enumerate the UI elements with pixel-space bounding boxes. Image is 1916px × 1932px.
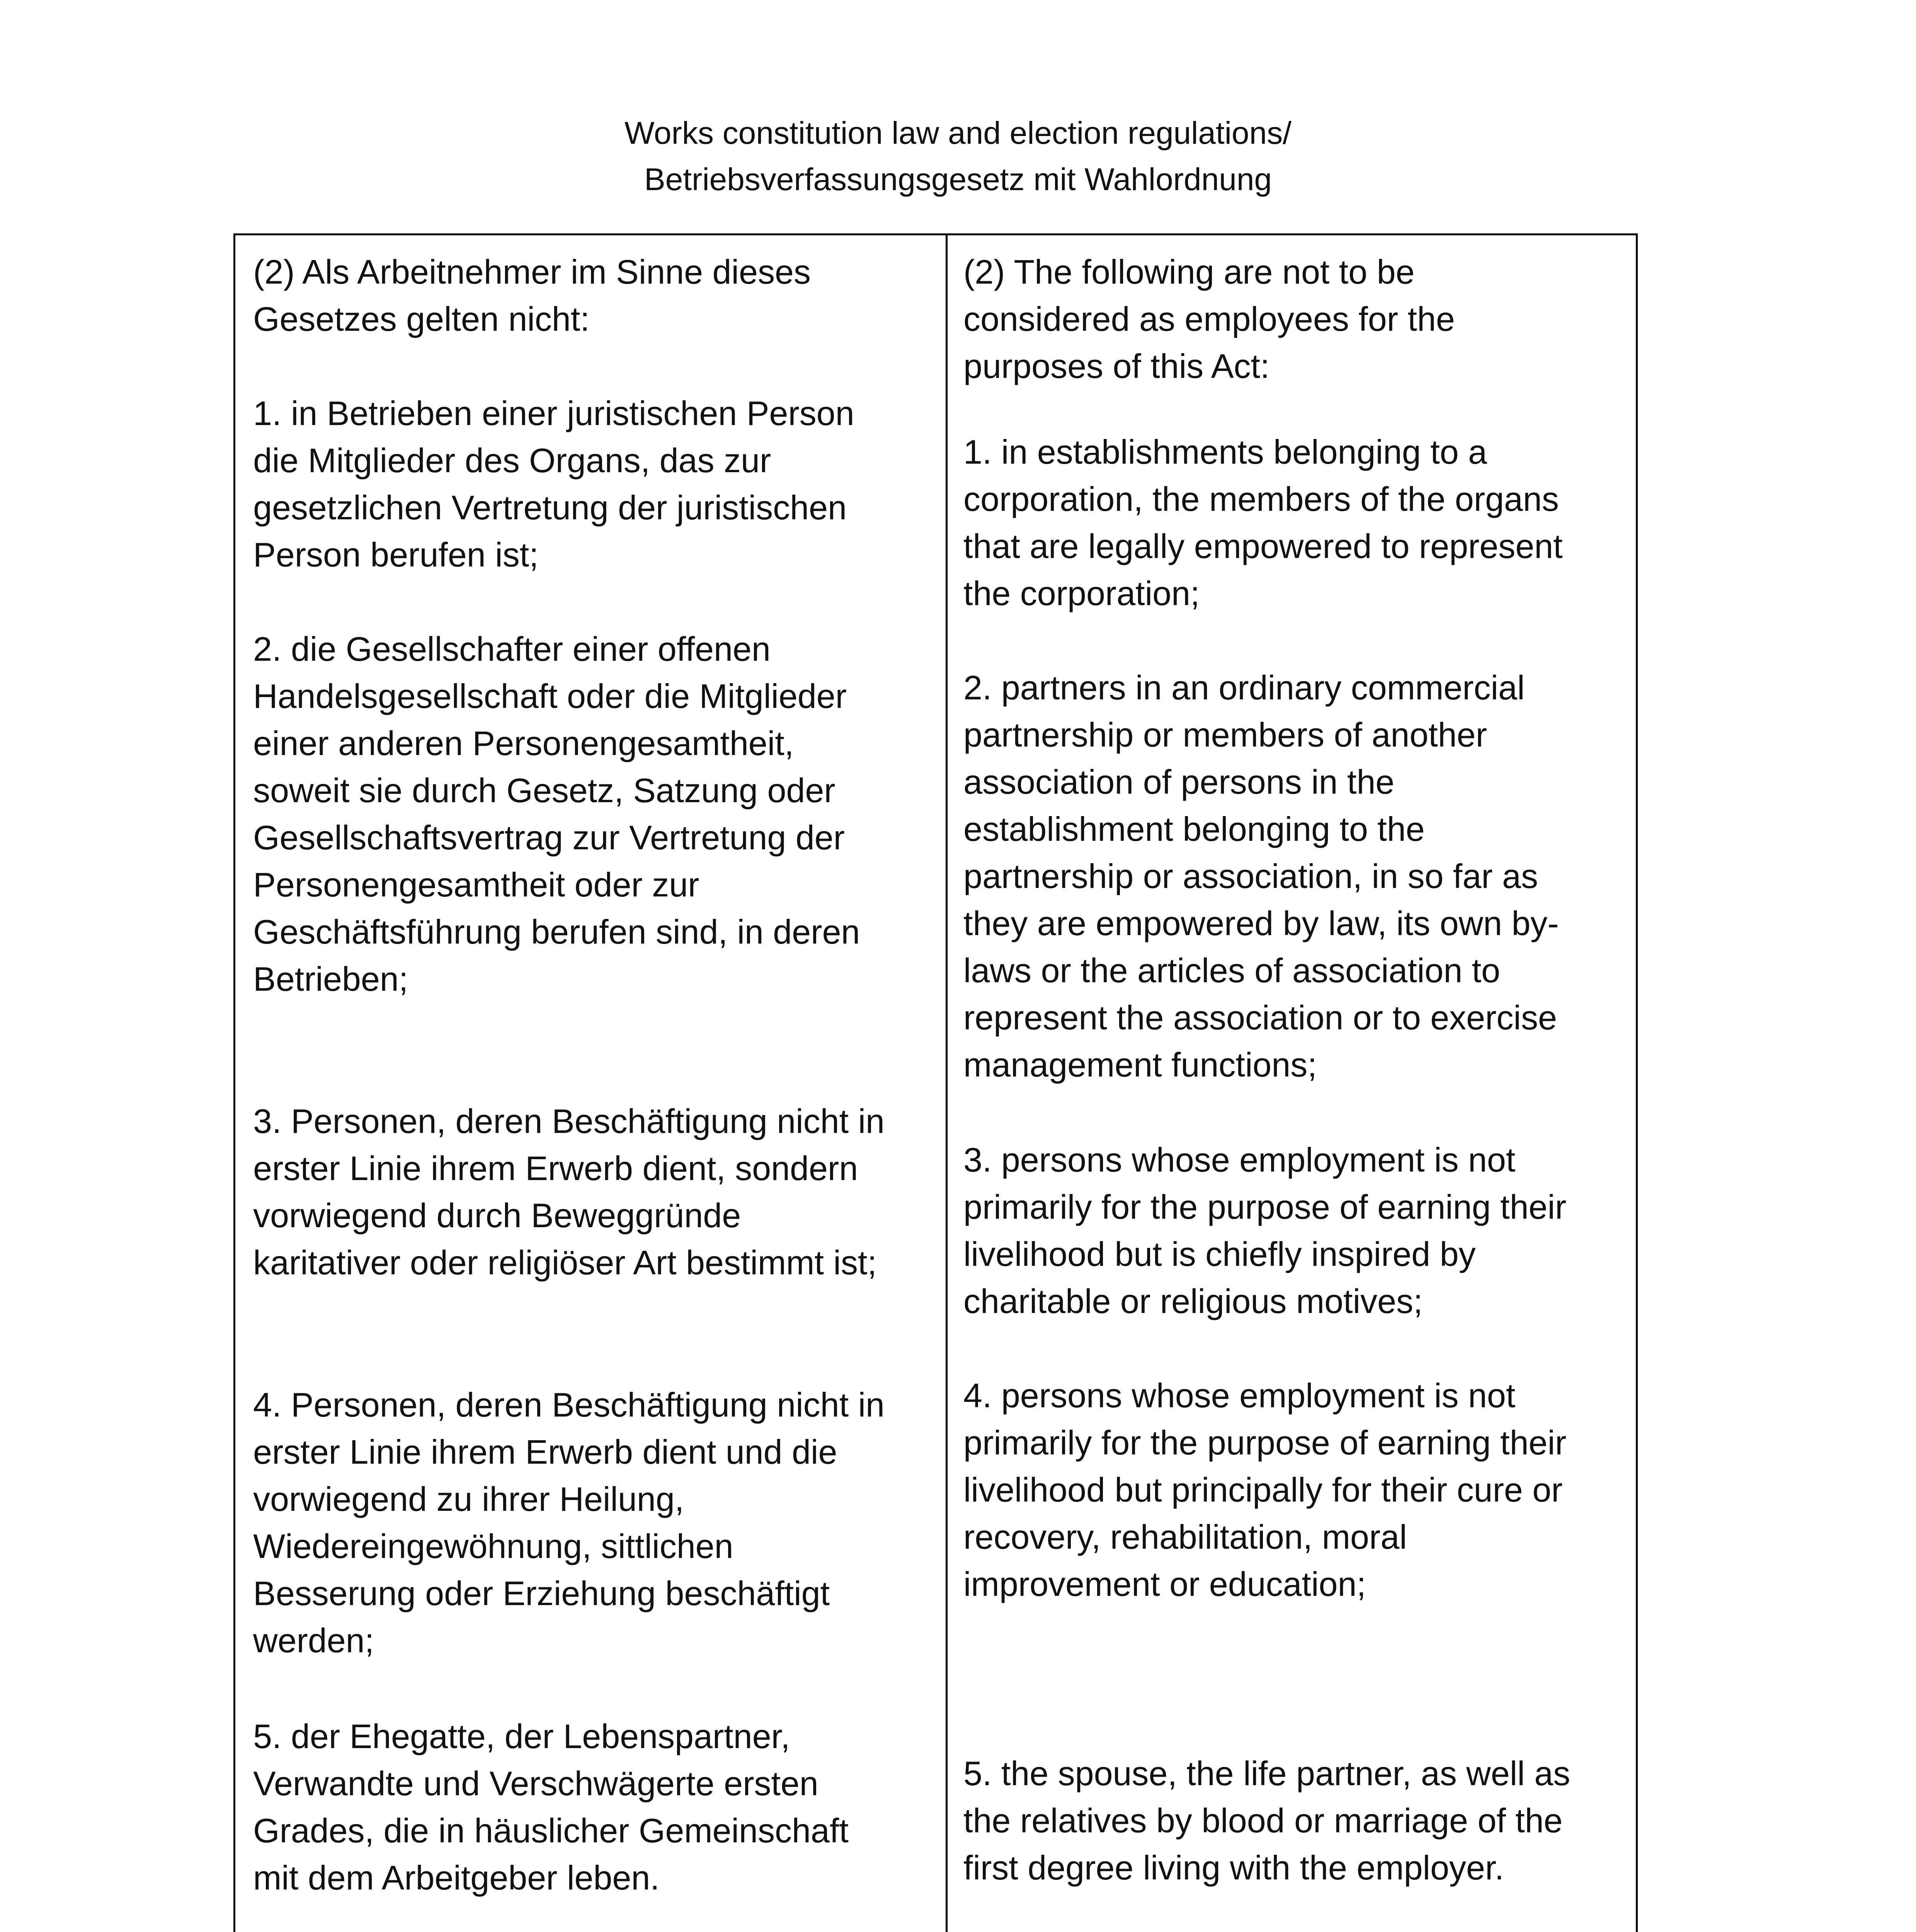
bilingual-table <box>233 233 1638 1932</box>
english-paragraph <box>963 1750 1570 1891</box>
text-line: first degree living with the employer. <box>963 1849 1504 1887</box>
text-line: represent the association or to exercise <box>963 998 1557 1037</box>
text-line: association of persons in the <box>963 763 1395 801</box>
text-line: the corporation; <box>963 574 1200 612</box>
text-line: partnership or members of another <box>963 716 1487 754</box>
text-line: purposes of this Act: <box>963 347 1270 385</box>
english-paragraph <box>963 248 1455 390</box>
text-line: gesetzlichen Vertretung der juristischen <box>253 488 847 527</box>
text-line: Gesellschaftsvertrag zur Vertretung der <box>253 818 845 857</box>
german-paragraph <box>253 248 811 343</box>
text-line: partnership or association, in so far as <box>963 857 1538 895</box>
text-line: 1. in establishments belonging to a <box>963 433 1487 471</box>
text-line: Verwandte und Verschwägerte ersten <box>253 1764 818 1803</box>
text-line: primarily for the purpose of earning their <box>963 1423 1567 1462</box>
text-line: karitativer oder religiöser Art bestimmt ist; <box>253 1243 877 1282</box>
text-line: considered as employees for the <box>963 300 1455 338</box>
english-paragraph <box>963 664 1559 1088</box>
german-paragraph <box>253 1713 849 1901</box>
page-header <box>0 110 1916 203</box>
text-line: 2. die Gesellschafter einer offenen <box>253 630 771 668</box>
text-line: werden; <box>253 1621 374 1660</box>
german-paragraph <box>253 390 854 578</box>
text-line: Besserung oder Erziehung beschäftigt <box>253 1574 830 1612</box>
text-line: erster Linie ihrem Erwerb dient und die <box>253 1433 837 1471</box>
text-line: 2. partners in an ordinary commercial <box>963 668 1525 707</box>
text-line: primarily for the purpose of earning their <box>963 1188 1567 1226</box>
text-line: 3. Personen, deren Beschäftigung nicht in <box>253 1102 885 1140</box>
text-line: laws or the articles of association to <box>963 951 1501 990</box>
text-line: Personengesamtheit oder zur <box>253 866 699 904</box>
text-line: 3. persons whose employment is not <box>963 1141 1516 1179</box>
text-line: 4. persons whose employment is not <box>963 1376 1516 1415</box>
text-line: vorwiegend zu ihrer Heilung, <box>253 1480 684 1518</box>
text-line: Wiedereingewöhnung, sittlichen <box>253 1527 733 1565</box>
text-line: recovery, rehabilitation, moral <box>963 1518 1407 1556</box>
text-line: 5. the spouse, the life partner, as well as <box>963 1754 1571 1793</box>
text-line: vorwiegend durch Beweggründe <box>253 1196 741 1235</box>
text-line: management functions; <box>963 1046 1317 1084</box>
text-line: Grades, die in häuslicher Gemeinschaft <box>253 1811 849 1850</box>
text-line: erster Linie ihrem Erwerb dient, sondern <box>253 1149 858 1187</box>
text-line: (2) The following are not to be <box>963 253 1415 291</box>
german-paragraph <box>253 1381 885 1664</box>
text-line: Person berufen ist; <box>253 536 539 574</box>
german-paragraph <box>253 1098 885 1286</box>
text-line: livelihood but principally for their cure or <box>963 1471 1563 1509</box>
text-line: die Mitglieder des Organs, das zur <box>253 441 771 480</box>
text-line: improvement or education; <box>963 1565 1366 1603</box>
text-line: that are legally empowered to represent <box>963 527 1563 565</box>
text-line: 4. Personen, deren Beschäftigung nicht in <box>253 1386 885 1424</box>
text-line: livelihood but is chiefly inspired by <box>963 1235 1476 1273</box>
text-line: they are empowered by law, its own by- <box>963 904 1559 942</box>
english-paragraph <box>963 429 1563 617</box>
header-title-line-1: Works constitution law and election regulations/ <box>624 116 1292 151</box>
text-line: einer anderen Personengesamtheit, <box>253 724 794 762</box>
text-line: corporation, the members of the organs <box>963 480 1559 518</box>
text-line: charitable or religious motives; <box>963 1282 1423 1320</box>
text-line: Betrieben; <box>253 960 408 998</box>
german-paragraph <box>253 626 860 1003</box>
column-divider <box>946 235 948 1932</box>
text-line: (2) Als Arbeitnehmer im Sinne dieses <box>253 253 811 291</box>
text-line: mit dem Arbeitgeber leben. <box>253 1859 660 1897</box>
english-paragraph <box>963 1136 1566 1325</box>
text-line: 1. in Betrieben einer juristischen Person <box>253 394 854 432</box>
text-line: Gesetzes gelten nicht: <box>253 300 590 338</box>
english-paragraph <box>963 1372 1566 1608</box>
text-line: Geschäftsführung berufen sind, in deren <box>253 913 860 951</box>
text-line: establishment belonging to the <box>963 810 1425 848</box>
text-line: the relatives by blood or marriage of the <box>963 1801 1563 1840</box>
text-line: Handelsgesellschaft oder die Mitglieder <box>253 677 847 715</box>
header-title-line-2: Betriebsverfassungsgesetz mit Wahlordnung <box>644 162 1272 197</box>
text-line: soweit sie durch Gesetz, Satzung oder <box>253 771 835 810</box>
text-line: 5. der Ehegatte, der Lebenspartner, <box>253 1717 790 1755</box>
